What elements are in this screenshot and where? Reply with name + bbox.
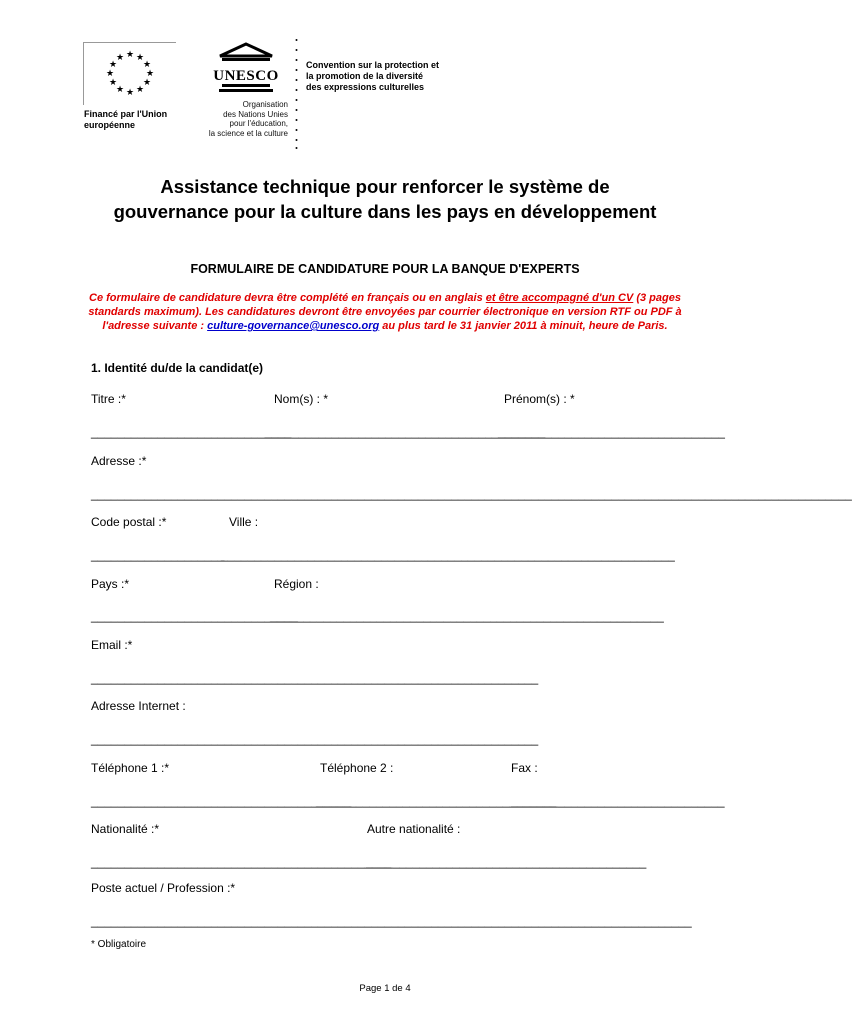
fax-field[interactable]: ________________________________ <box>511 794 725 808</box>
prenom-field[interactable]: __________________________________ <box>498 425 725 439</box>
code-postal-field[interactable]: ____________________ <box>91 548 225 562</box>
autre-nationalite-field[interactable]: __________________________________________ <box>366 855 647 869</box>
svg-text:★: ★ <box>125 50 135 60</box>
unesco-wordmark: UNESCO <box>213 68 279 84</box>
unesco-caption <box>200 100 288 138</box>
svg-text:★: ★ <box>125 88 135 98</box>
unesco-caption-line-1: Organisation <box>242 100 288 109</box>
nationalite-field[interactable]: _____________________________________________ <box>91 855 392 869</box>
svg-text:★: ★ <box>108 78 118 88</box>
convention-text <box>306 60 486 93</box>
svg-text:★: ★ <box>105 69 115 79</box>
pays-label: Pays :* <box>91 577 130 591</box>
section-title: 1. Identité du/de la candidat(e) <box>91 361 264 375</box>
notice-text-3: au plus tard le 31 janvier 2011 à minuit, heure de Paris. <box>379 320 668 332</box>
unesco-temple-logo <box>213 42 279 99</box>
email-label: Email :* <box>91 638 133 652</box>
notice-text-underlined: et être accompagné d'un CV <box>485 292 634 304</box>
adresse-field[interactable]: __________________________________________________________________________________________________________________ <box>91 487 852 501</box>
submission-notice <box>84 291 686 333</box>
dotted-divider <box>295 38 298 150</box>
notice-text-2: (3 pages standards maximum). Les candidatures devront être envoyées par courrier électronique en version RTF ou PDF à l'adresse suivante : <box>88 292 682 332</box>
titre-label: Titre :* <box>91 392 126 406</box>
svg-text:★: ★ <box>142 60 152 70</box>
title-line-2: gouvernance pour la culture dans les pays en développement <box>113 201 657 222</box>
telephone1-field[interactable]: _______________________________________ <box>91 794 352 808</box>
unesco-caption-line-4: la science et la culture <box>208 128 288 138</box>
nom-field[interactable]: __________________________________________ <box>265 425 546 439</box>
email-link[interactable]: culture-governance@unesco.org <box>207 320 380 332</box>
unesco-caption-line-2: des Nations Unies <box>223 109 288 119</box>
eu-caption <box>84 109 194 131</box>
code-postal-label: Code postal :* <box>91 515 167 529</box>
form-subtitle: FORMULAIRE DE CANDIDATURE POUR LA BANQUE D'EXPERTS <box>190 262 580 276</box>
convention-line-1: Convention sur la protection et <box>306 60 440 70</box>
ville-field[interactable]: ____________________________________________________________________ <box>221 548 675 562</box>
svg-text:★: ★ <box>115 85 125 95</box>
adresse-label: Adresse :* <box>91 454 147 468</box>
svg-text:★: ★ <box>115 53 125 63</box>
adresse-internet-field[interactable]: ___________________________________________________________________ <box>91 732 539 746</box>
required-footnote: * Obligatoire <box>91 939 147 950</box>
autre-nationalite-label: Autre nationalité : <box>367 822 461 836</box>
telephone2-label: Téléphone 2 : <box>320 761 394 775</box>
document-title <box>0 174 770 224</box>
page-number: Page 1 de 4 <box>359 983 411 994</box>
svg-text:★: ★ <box>142 78 152 88</box>
fax-label: Fax : <box>511 761 538 775</box>
titre-field[interactable]: ______________________________ <box>91 425 292 439</box>
nom-label: Nom(s) : * <box>274 392 328 406</box>
convention-line-2: la promotion de la diversité <box>306 71 424 81</box>
eu-flag-logo <box>83 42 176 105</box>
pays-field[interactable]: _______________________________ <box>91 609 298 623</box>
telephone2-field[interactable]: ____________________________________ <box>316 794 557 808</box>
region-field[interactable]: ___________________________________________________________ <box>270 609 664 623</box>
unesco-caption-line-3: pour l'éducation, <box>229 119 288 128</box>
svg-text:★: ★ <box>135 53 145 63</box>
prenom-label: Prénom(s) : * <box>504 392 575 406</box>
eu-caption-line-1: Financé par l'Union <box>84 109 168 119</box>
svg-text:★: ★ <box>108 60 118 70</box>
region-label: Région : <box>274 577 319 591</box>
nationalite-label: Nationalité :* <box>91 822 160 836</box>
svg-text:★: ★ <box>145 69 155 79</box>
email-field[interactable]: ___________________________________________________________________ <box>91 671 539 685</box>
poste-field[interactable]: __________________________________________________________________________________________ <box>91 914 692 928</box>
notice-text-1: Ce formulaire de candidature devra être complété en français ou en anglais <box>89 292 486 304</box>
convention-line-3: des expressions culturelles <box>306 82 425 92</box>
title-line-1: Assistance technique pour renforcer le système de <box>160 176 610 197</box>
telephone1-label: Téléphone 1 :* <box>91 761 170 775</box>
poste-label: Poste actuel / Profession :* <box>91 881 236 895</box>
ville-label: Ville : <box>229 515 259 529</box>
svg-text:★: ★ <box>135 85 145 95</box>
adresse-internet-label: Adresse Internet : <box>91 699 186 713</box>
eu-caption-line-2: européenne <box>84 120 136 130</box>
